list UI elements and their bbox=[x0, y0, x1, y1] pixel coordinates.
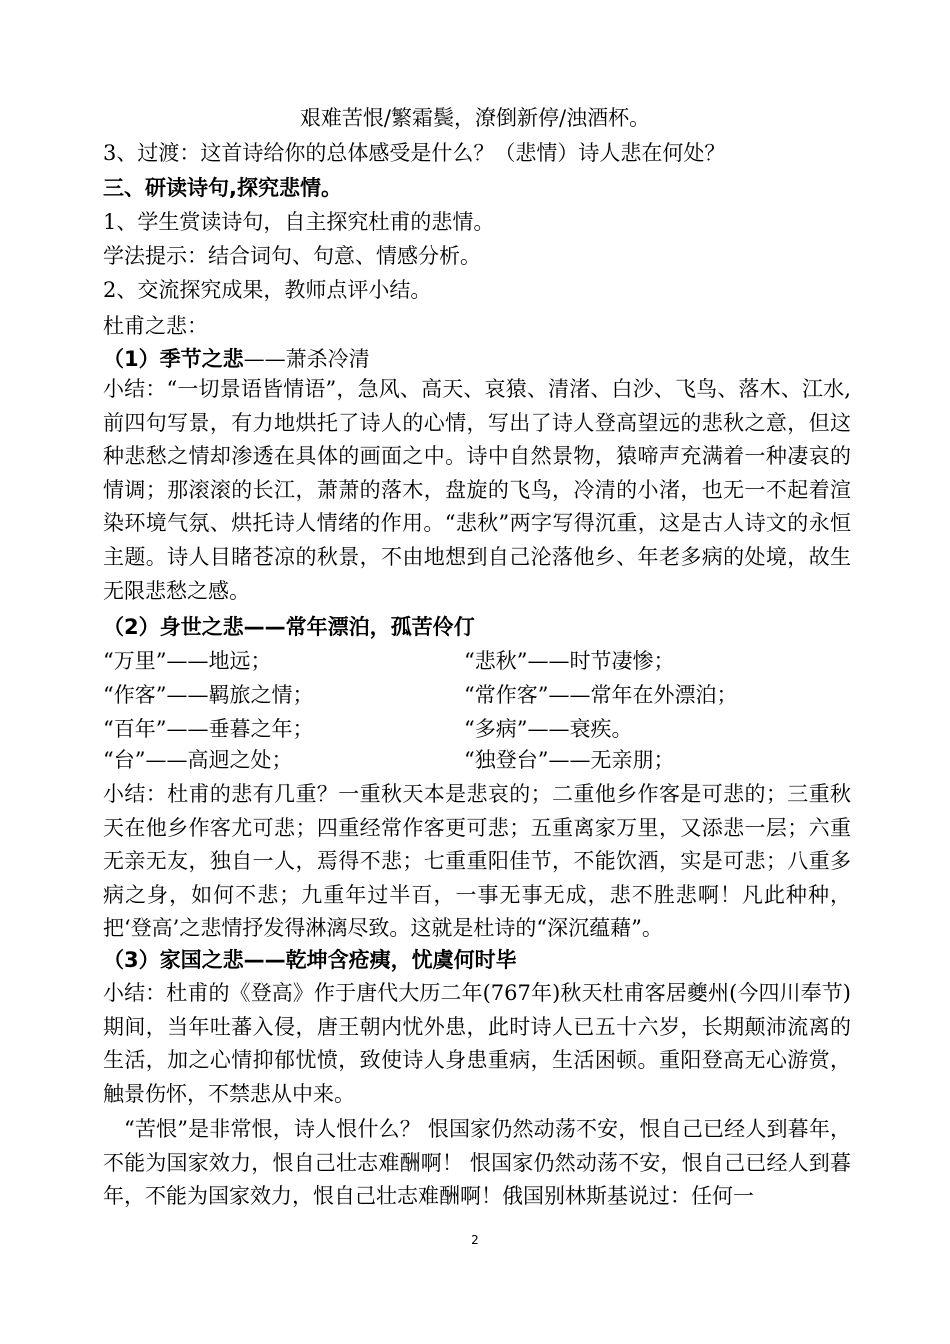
part2-summary bbox=[103, 778, 851, 946]
pair-right: “多病”——衰疾。 bbox=[464, 717, 633, 741]
pair-right: “常作客”——常年在外漂泊； bbox=[464, 683, 738, 707]
page-number: 2 bbox=[471, 1233, 479, 1247]
section3-heading: 三、研读诗句,探究悲情。 bbox=[103, 176, 342, 200]
part1-heading-line bbox=[103, 344, 370, 374]
part3-summary-text: 小结：杜甫的《登高》作于唐代大历二年(767年)秋天杜甫客居夔州(今四川奉节)期间，当年吐蕃入侵，唐王朝内忧外患，此时诗人已五十六岁，长期颠沛流离的生活，加之心情抑郁忧愤，致使诗人身患重病，生活困顿。重阳登高无心游赏，触景伤怀，不禁悲从中来。 bbox=[103, 981, 851, 1106]
part1-heading: （1）季节之悲 bbox=[103, 347, 244, 371]
method-hint: 学法提示：结合词句、句意、情感分析。 bbox=[103, 244, 481, 268]
part2-heading: （2）身世之悲——常年漂泊，孤苦伶仃 bbox=[103, 615, 475, 639]
part1-summary bbox=[103, 373, 851, 608]
poem-line: 艰难苦恨/繁霜鬓，潦倒新停/浊酒杯。 bbox=[299, 106, 651, 130]
part3-heading: （3）家国之悲——乾坤含疮痍，忧虞何时毕 bbox=[103, 948, 517, 972]
pair-right: “独登台”——无亲朋； bbox=[464, 748, 675, 772]
part1-heading-rest: ——萧杀冷清 bbox=[243, 347, 370, 371]
part3-summary bbox=[103, 977, 851, 1111]
kuhen-paragraph bbox=[103, 1113, 851, 1214]
pair-left: “作客”——羁旅之情； bbox=[103, 683, 314, 707]
pair-row bbox=[103, 745, 851, 775]
step1-text: 1、学生赏读诗句，自主探究杜甫的悲情。 bbox=[103, 210, 495, 234]
pair-row bbox=[103, 680, 851, 710]
pair-left: “百年”——垂暮之年； bbox=[103, 717, 314, 741]
part2-summary-text: 小结：杜甫的悲有几重？一重秋天本是悲哀的；二重他乡作客是可悲的；三重秋天在他乡作客尤可悲；四重经常作客更可悲；五重离家万里，又添悲一层；六重无亲无友，独自一人，焉得不悲；七重重阳佳节，不能饮酒，实是可悲；八重多病之身，如何不悲；九重年过半百，一事无事无成，悲不胜悲啊！凡此种种，把‘登高’之悲情抒发得淋漓尽致。这就是杜诗的“深沉蕴藉”。 bbox=[103, 782, 851, 941]
pair-row bbox=[103, 714, 851, 744]
transition-question: 3、过渡：这首诗给你的总体感受是什么？（悲情）诗人悲在何处？ bbox=[103, 141, 726, 165]
pair-row bbox=[103, 646, 851, 676]
part1-summary-text: 小结：“一切景语皆情语”，急风、高天、哀猿、清渚、白沙、飞鸟、落木、江水,前四句写景，有力地烘托了诗人的心情，写出了诗人登高望远的悲秋之意，但这种悲愁之情却渗透在具体的画面之中。诗中自然景物，猿啼声充满着一种凄哀的情调；那滚滚的长江，萧萧的落木，盘旋的飞鸟，冷清的小渚，也无一不起着渲染环境气氛、烘托诗人情绪的作用。“悲秋”两字写得沉重，这是古人诗文的永恒主题。诗人目睹苍凉的秋景，不由地想到自己沦落他乡、年老多病的处境，故生无限悲愁之感。 bbox=[103, 377, 851, 603]
step2-text: 2、交流探究成果，教师点评小结。 bbox=[103, 278, 432, 302]
kuhen-paragraph-text: “苦恨”是非常恨，诗人恨什么？ 恨国家仍然动荡不安，恨自己已经人到暮年，不能为国家效力，恨自己壮志难酬啊！ 恨国家仍然动荡不安，恨自己已经人到暮年，不能为国家效力，恨自己壮志难酬啊！俄国别林斯基说过：任何一 bbox=[103, 1117, 851, 1209]
dufu-sorrow-label: 杜甫之悲： bbox=[103, 314, 208, 338]
pair-left: “台”——高迥之处； bbox=[103, 748, 293, 772]
pair-left: “万里”——地远； bbox=[103, 649, 272, 673]
pair-right: “悲秋”——时节凄惨； bbox=[464, 649, 675, 673]
